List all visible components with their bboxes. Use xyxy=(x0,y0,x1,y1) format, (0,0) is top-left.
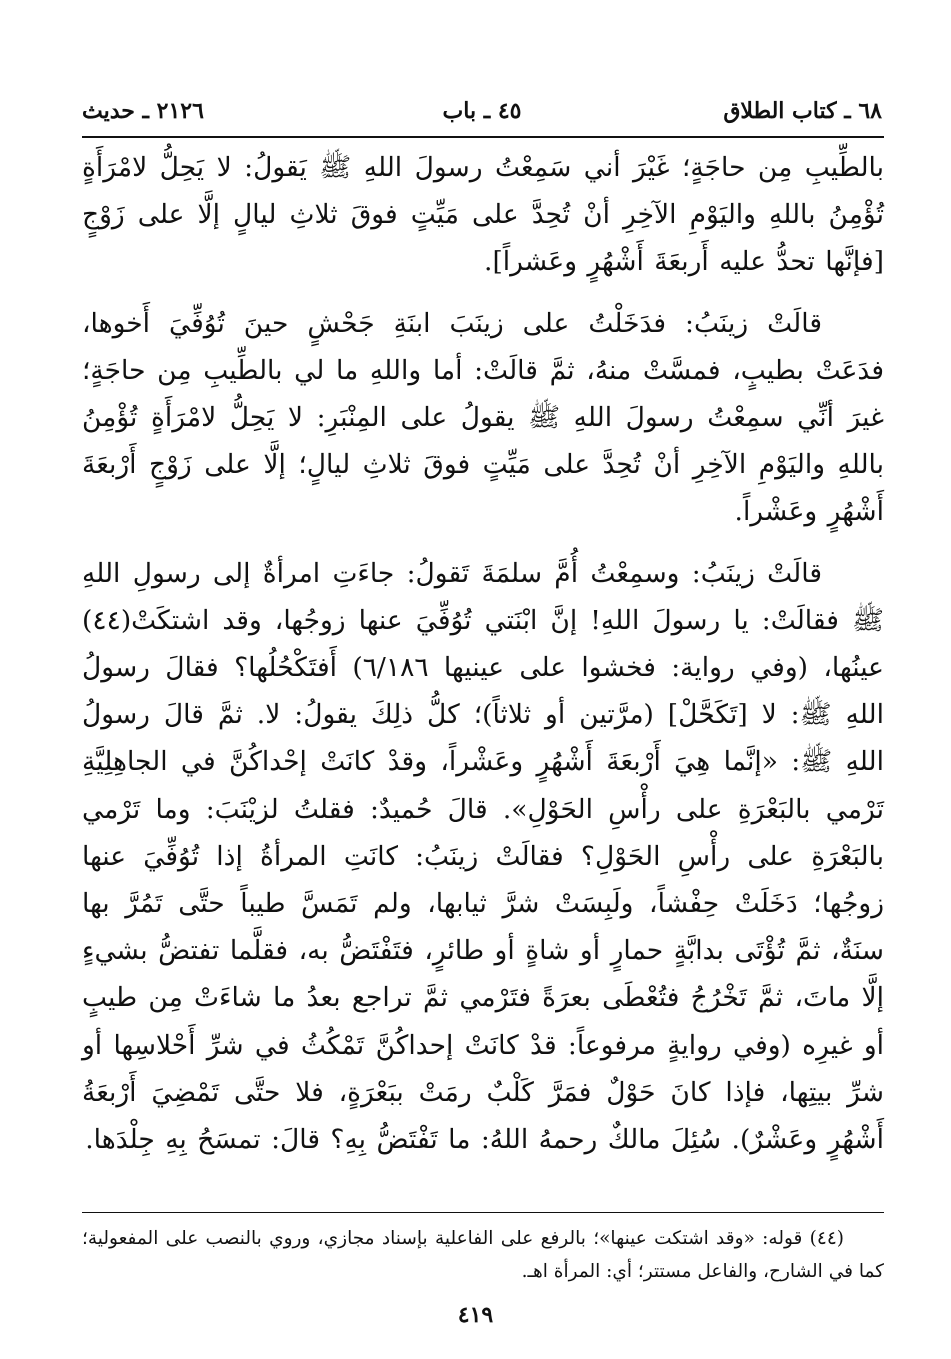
bab-title: ٤٥ ـ باب xyxy=(442,98,522,124)
footnote-44: (٤٤) قوله: «وقد اشتكت عينها»؛ بالرفع على الفاعلية بإسناد مجازي، وروي بالنصب على المفعولية؛ كما في الشارح، والفاعل مستتر؛ أي: المرأة اهـ. xyxy=(82,1228,884,1282)
chapter-title: ٦٨ ـ كتاب الطلاق xyxy=(723,98,882,124)
paragraph-1: بالطِّيبِ مِن حاجَةٍ؛ غَيْرَ أني سَمِعْتُ رسولَ اللهِ ﷺ يَقولُ: لا يَحِلُّ لامْرَأَةٍ تُؤْمِنُ باللهِ واليَوْمِ الآخِرِ أنْ تُحِدَّ على مَيِّتٍ فوقَ ثلاثِ ليالٍ إلَّا على زَوْجٍ [فإنَّها تحدُّ عليه أَربعَةَ أَشْهُرٍ وعَشراً]. xyxy=(82,152,884,278)
paragraph-2: قالَتْ زينَبُ: فدَخَلْتُ على زينَبَ ابنَةِ جَحْشٍ حينَ تُوُفِّيَ أَخوها، فدَعَتْ بطيبٍ، فمسَّتْ منهُ، ثمَّ قالَتْ: أما واللهِ ما لي بالطِّيبِ مِن حاجَةٍ؛ غيرَ أنِّي سمِعْتُ رسولَ اللهِ ﷺ يقولُ على المِنْبَرِ: لا يَحِلُّ لامْرَأَةٍ تُؤْمِنُ باللهِ واليَوْمِ الآخِرِ أنْ تُحِدَّ على مَيِّتٍ فوقَ ثلاثِ ليالٍ؛ إلَّا على زَوْجٍ أَرْبعَةَ أَشْهُرٍ وعَشْراً. xyxy=(82,307,884,528)
footnote xyxy=(82,1222,884,1288)
header-divider xyxy=(82,136,884,138)
paragraph-3: قالَتْ زينَبُ: وسمِعْتُ أُمَّ سلمَةَ تَقولُ: جاءَتِ امرأةٌ إلى رسولِ اللهِ ﷺ فقالَتْ: يا رسولَ اللهِ! إنَّ ابْنَتي تُوُفِّيَ عنها زوجُها، وقد اشتكَتْ(٤٤) عينُها، (وفي رواية: فخشوا على عينيها ٦/١٨٦) أَفتَكْحُلُها؟ فقالَ رسولُ اللهِ ﷺ: لا [تَكَحَّلْ] (مرَّتين أو ثلاثاً)؛ كلُّ ذلِكَ يقولُ: لا. ثمَّ قالَ رسولُ اللهِ ﷺ: «إنَّما هِيَ أَرْبعَةَ أَشْهُرٍ وعَشْراً، وقدْ كانَتْ إحْداكُنَّ في الجاهِلِيَّةِ تَرْمي بالبَعْرَةِ على رأْسِ الحَوْلِ». قالَ حُميدٌ: فقلتُ لزيْنَبَ: وما تَرْمي بالبَعْرَةِ على رأْسِ الحَوْلِ؟ فقالَتْ زينَبُ: كانَتِ المرأةُ إذا تُوُفِّيَ عنها زوجُها؛ دَخَلَتْ حِفْشاً، ولَبِسَتْ شرَّ ثيابها، ولم تَمَسَّ طيباً حتَّى تَمُرَّ بها سنَةٌ، ثمَّ تُؤْتَى بدابَّةٍ حمارٍ أو شاةٍ أو طائرٍ، فتَفْتَضُّ به، فقلَّما تفتضُّ بشيءٍ إلَّا ماتَ، ثمَّ تَخْرُجُ فتُعْطَى بعرَةً فتَرْمي ثمَّ تراجع بعدُ ما شاءَتْ مِن طيبٍ أو غيرِه (وفي روايةٍ مرفوعاً: قدْ كانَتْ إحداكُنَّ تَمْكُثُ في شرِّ أَحْلاسِها أو شرِّ بيتِها، فإذا كانَ حَوْلٌ فمَرَّ كَلْبٌ رمَتْ ببَعْرَةٍ، فلا حتَّى تَمْضِيَ أَرْبعَةُ أَشْهُرٍ وعَشْرٌ). سُئِلَ مالكٌ رحمهُ اللهُ: ما تَفْتَضُّ بِهِ؟ قالَ: تمسَحُ بِهِ جِلْدَها. xyxy=(82,557,884,1156)
page-header xyxy=(82,92,882,132)
footnote-divider xyxy=(82,1212,884,1213)
page-number: ٤١٩ xyxy=(457,1302,494,1328)
hadith-number: ٢١٢٦ ـ حديث xyxy=(82,98,204,124)
main-text xyxy=(82,144,884,1163)
